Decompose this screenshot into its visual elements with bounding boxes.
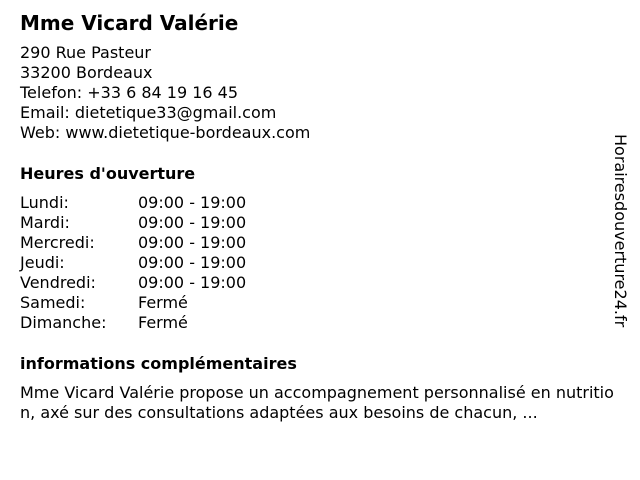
side-brand-text: Horairesdouverture24.fr — [611, 134, 630, 328]
phone-line: Telefon: +33 6 84 19 16 45 — [20, 83, 239, 102]
hours-row-monday — [20, 193, 610, 213]
web-line: Web: www.dietetique-bordeaux.com — [20, 123, 311, 142]
day-label: Mercredi: — [20, 233, 95, 252]
day-label: Lundi: — [20, 193, 69, 212]
business-card — [20, 10, 614, 423]
day-label: Mardi: — [20, 213, 70, 232]
hours-table — [20, 193, 610, 333]
time-value: Fermé — [138, 313, 188, 332]
hours-row-sunday — [20, 313, 610, 333]
day-label: Jeudi: — [20, 253, 65, 272]
hours-row-saturday — [20, 293, 610, 313]
hours-row-tuesday — [20, 213, 610, 233]
day-label: Dimanche: — [20, 313, 107, 332]
day-label: Vendredi: — [20, 273, 96, 292]
time-value: 09:00 - 19:00 — [138, 193, 247, 212]
hours-row-friday — [20, 273, 610, 293]
side-brand-watermark — [610, 134, 630, 346]
info-description: Mme Vicard Valérie propose un accompagnement personnalisé en nutrition, axé sur des consultations adaptées aux besoins de chacun, ... — [20, 383, 614, 422]
info-title: informations complémentaires — [20, 354, 297, 373]
hours-row-wednesday — [20, 233, 610, 253]
business-name: Mme Vicard Valérie — [20, 11, 239, 35]
time-value: 09:00 - 19:00 — [138, 233, 247, 252]
time-value: Fermé — [138, 293, 188, 312]
time-value: 09:00 - 19:00 — [138, 273, 247, 292]
hours-row-thursday — [20, 253, 610, 273]
email-line: Email: dietetique33@gmail.com — [20, 103, 277, 122]
hours-title: Heures d'ouverture — [20, 164, 196, 183]
address-street: 290 Rue Pasteur — [20, 43, 151, 62]
day-label: Samedi: — [20, 293, 86, 312]
address-city: 33200 Bordeaux — [20, 63, 153, 82]
time-value: 09:00 - 19:00 — [138, 213, 247, 232]
time-value: 09:00 - 19:00 — [138, 253, 247, 272]
